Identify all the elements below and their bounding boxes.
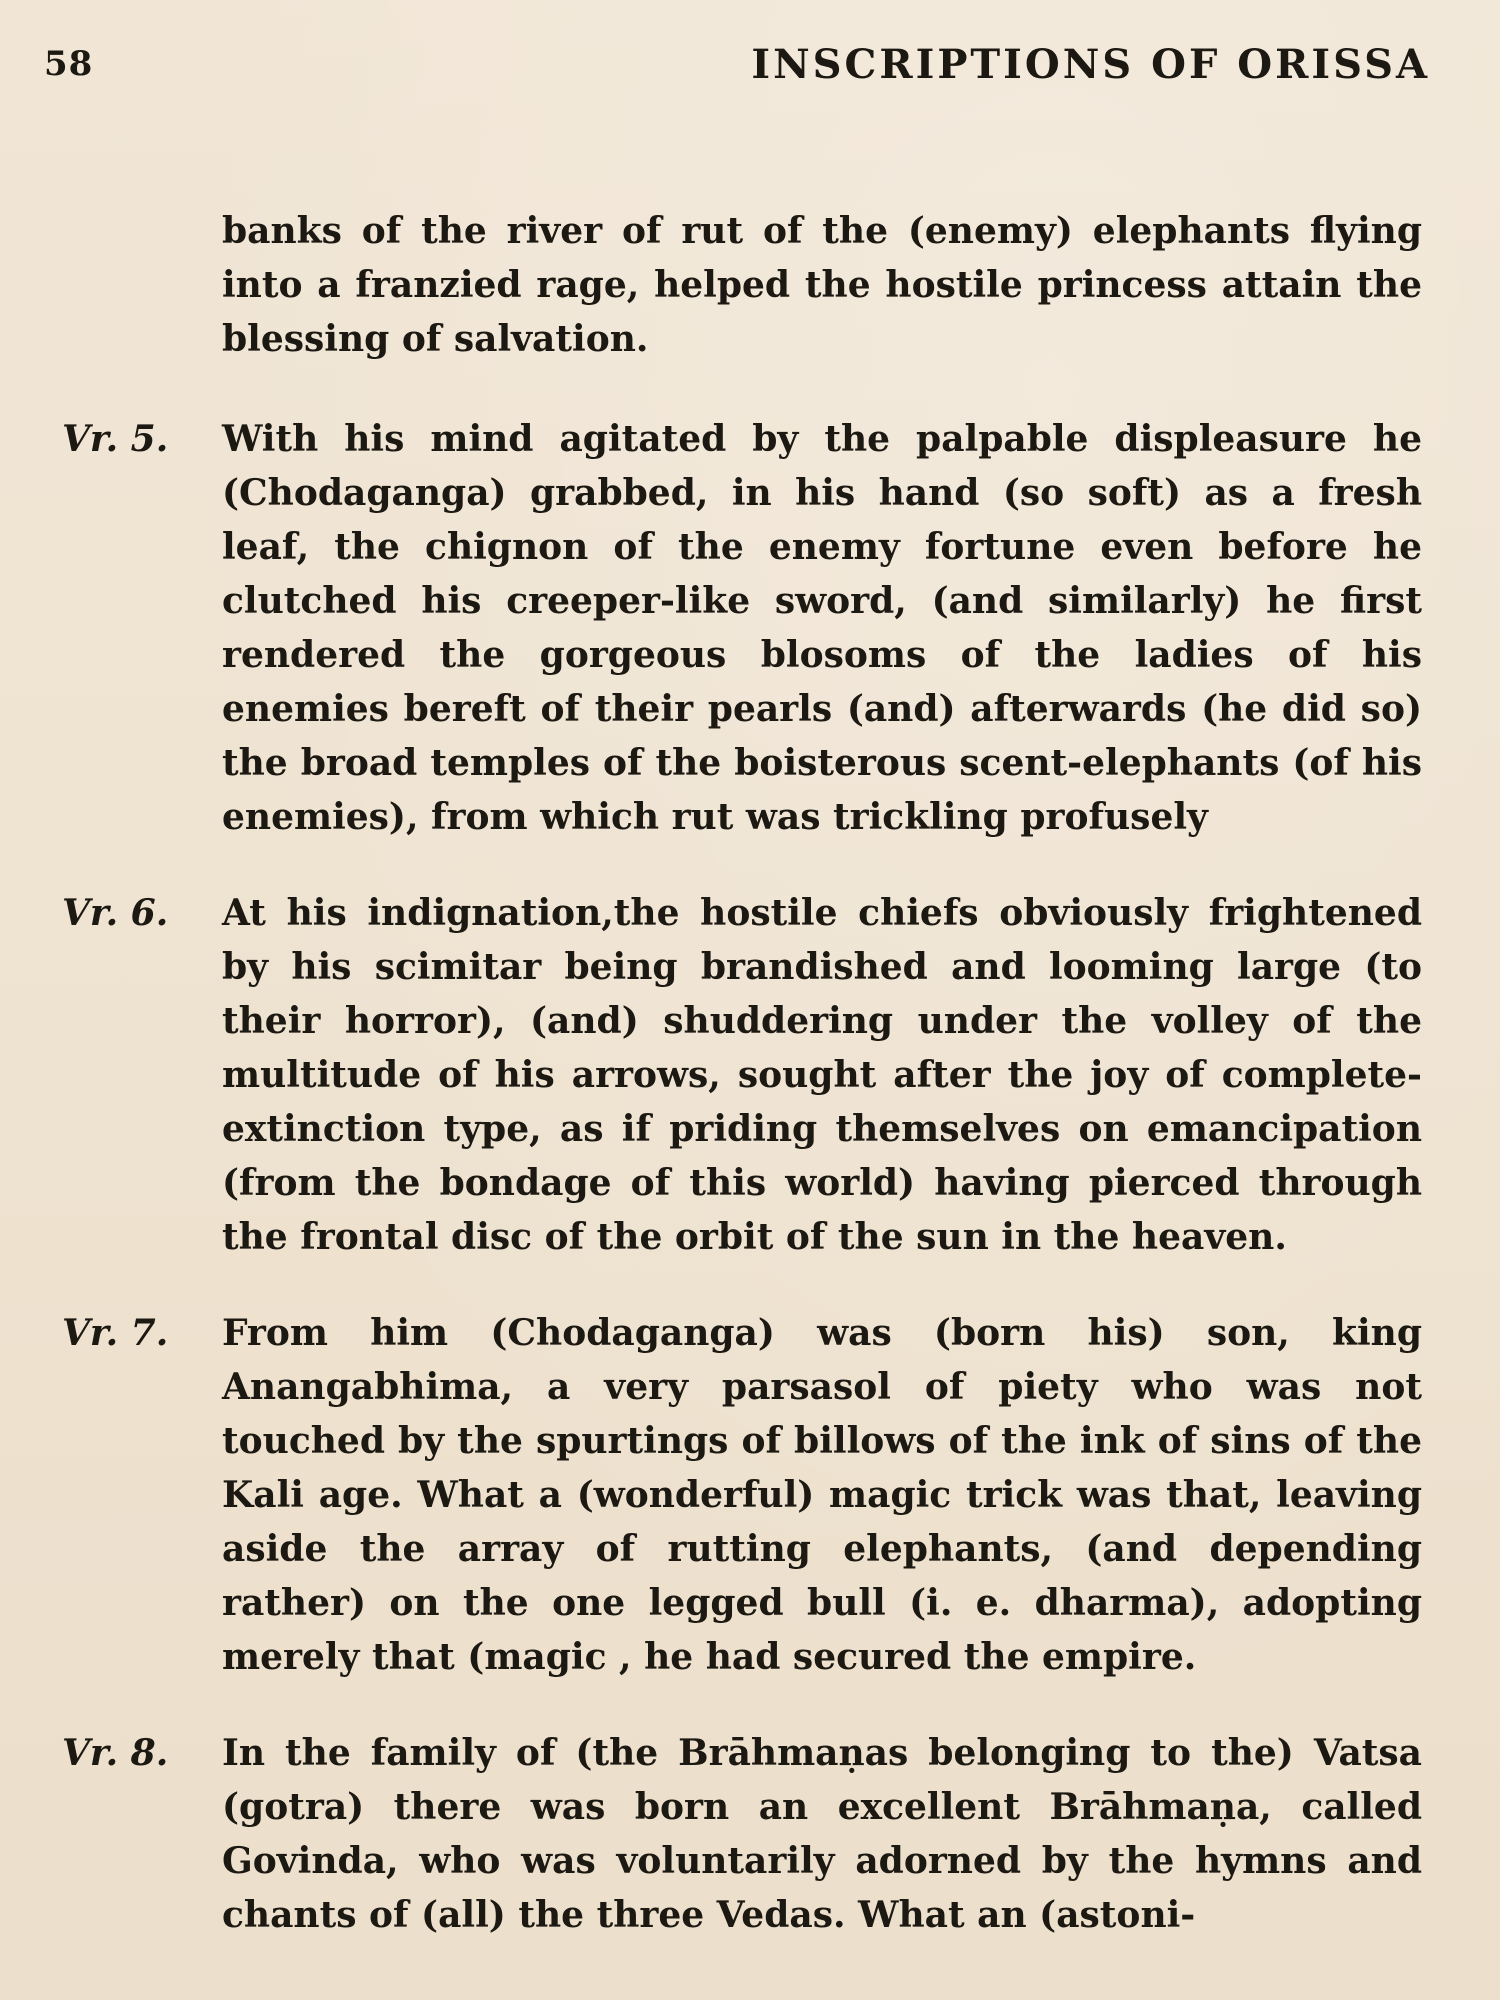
body-text [62,168,1452,1984]
verse-text: From him (Chodaganga) was (born his) son, king Anangabhima, a very parsasol of piety who was not touched by the spurtings of billows of the ink of sins of the Kali age. What a (wonderful) magic trick was that, leaving aside the array of rutting elephants, (and depending rather) on the one legged bull (i. e. dharma), adopting merely that (magic , he had secured the empire. [222,1312,1422,1678]
verse-7 [62,1306,1452,1684]
verse-text: With his mind agitated by the palpable displeasure he (Chodaganga) grabbed, in his hand (so soft) as a fresh leaf, the chignon of the enemy fortune even before he clutched his creeper-like sword, (and similarly) he first rendered the gorgeous blosoms of the ladies of his enemies bereft of their pearls (and) afterwards (he did so) the broad temples of the boisterous scent-elephants (of his enemies), from which rut was trickling profusely [222,418,1422,838]
running-head [44,34,1430,94]
verse-label: Vr. 6. [62,892,169,934]
verse-6 [62,886,1452,1264]
verse-text: At his indignation,the hostile chiefs obviously frightened by his scimitar being brandished and looming large (to their horror), (and) shuddering under the volley of the multitude of his arrows, sought after the joy of complete-extinction type, as if priding themselves on emancipation (from the bondage of this world) having pierced through the frontal disc of the orbit of the sun in the heaven. [222,892,1422,1258]
verse-label: Vr. 8. [62,1732,169,1774]
verse-label: Vr. 5. [62,418,169,460]
verse-8 [62,1726,1452,1942]
running-title: INSCRIPTIONS OF ORISSA [751,40,1430,88]
verse-text: In the family of (the Brāhmaṇas belonging to the) Vatsa (gotra) there was born an excellent Brāhmaṇa, called Govinda, who was voluntarily adorned by the hymns and chants of (all) the three Vedas. What an (astoni- [222,1732,1422,1936]
page-number: 58 [44,44,94,84]
verse-label: Vr. 7. [62,1312,169,1354]
verse-5 [62,412,1452,844]
continuation-paragraph: banks of the river of rut of the (enemy) elephants flying into a franzied rage, helped the hostile princess attain the blessing of salvation. [222,210,1422,360]
